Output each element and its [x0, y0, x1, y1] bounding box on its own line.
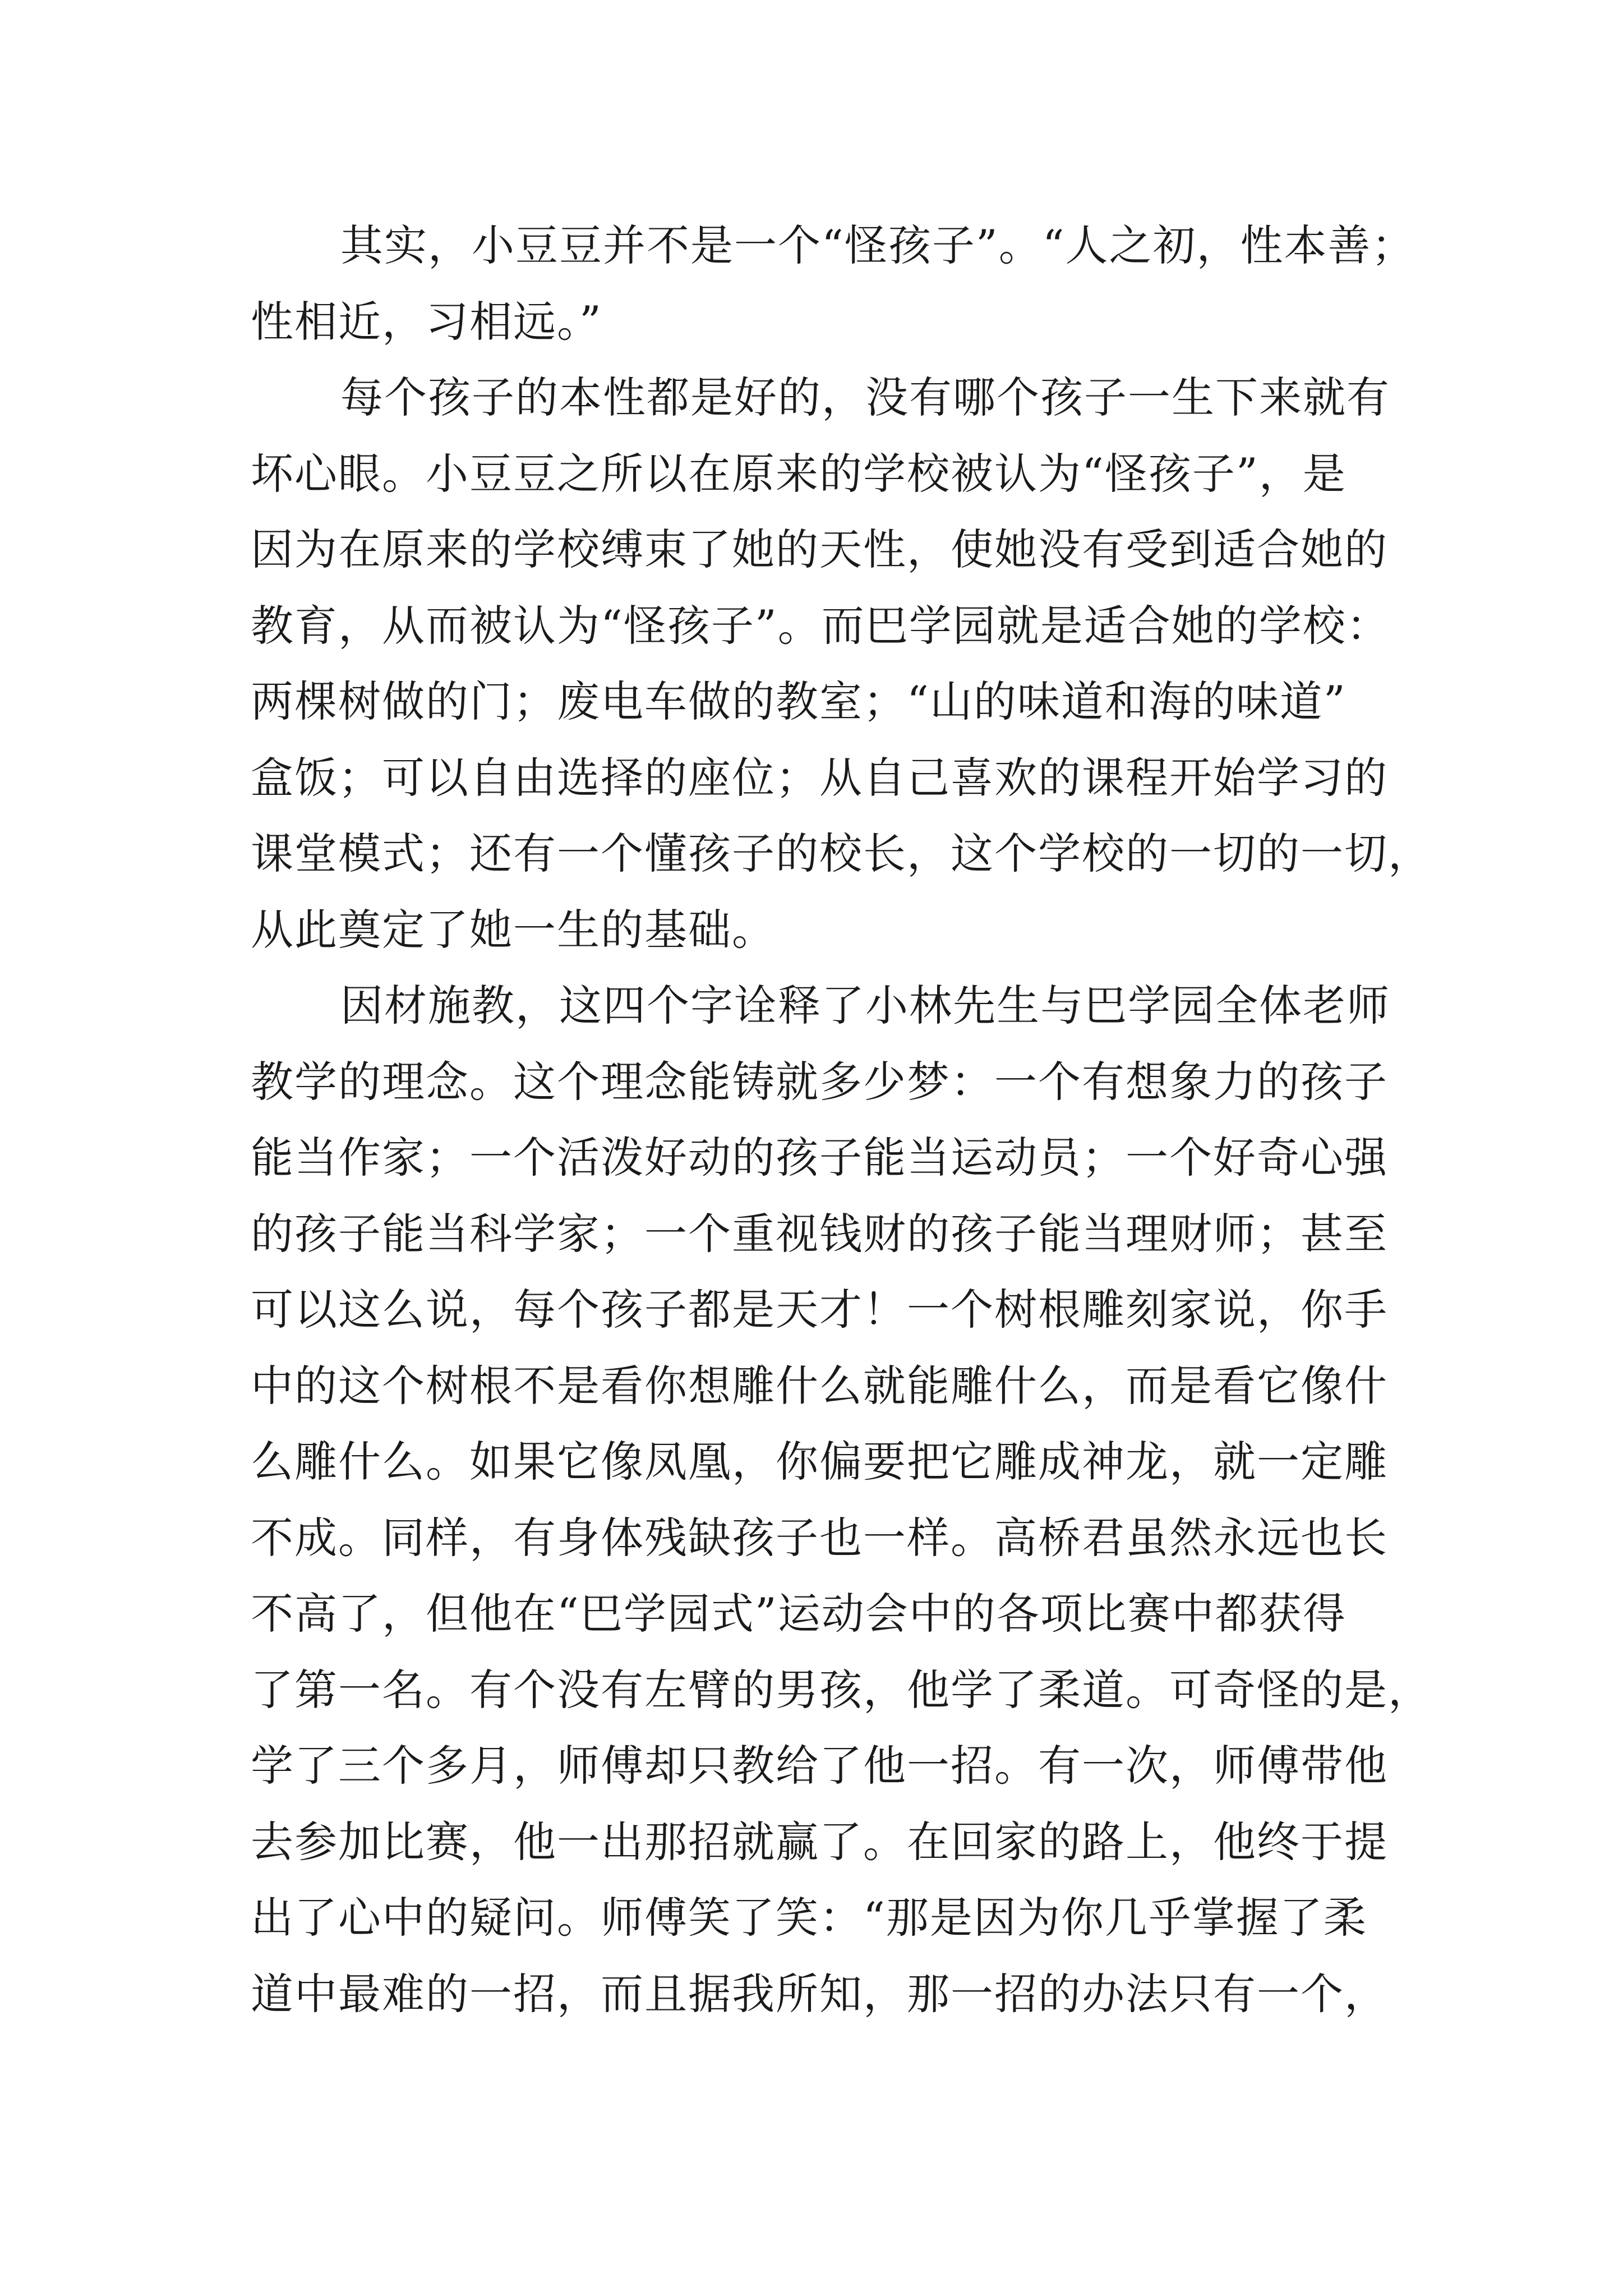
- text-line: 么雕什么。如果它像凤凰，你偏要把它雕成神龙，就一定雕: [251, 1437, 1388, 1487]
- text-line: 教育，从而被认为“怪孩子”。而巴学园就是适合她的学校：: [251, 600, 1390, 651]
- text-line: 了第一名。有个没有左臂的男孩，他学了柔道。可奇怪的是，: [251, 1664, 1432, 1715]
- paragraph-2: [251, 360, 1434, 968]
- text-line: 因为在原来的学校缚束了她的天性，使她没有受到适合她的: [251, 524, 1388, 574]
- text-line: 因材施教，这四个字诠释了小林先生与巴学园全体老师: [340, 981, 1390, 1030]
- text-line: 的孩子能当科学家；一个重视钱财的孩子能当理财师；甚至: [251, 1208, 1388, 1259]
- text-line: 两棵树做的门；废电车做的教室；“山的味道和海的味道”: [251, 677, 1347, 726]
- text-line: 坏心眼。小豆豆之所以在原来的学校被认为“怪孩子”，是: [251, 448, 1347, 499]
- text-line: 学了三个多月，师傅却只教给了他一招。有一次，师傅带他: [251, 1741, 1388, 1791]
- text-line: 性相近，习相远。”: [251, 296, 602, 347]
- text-line: 道中最难的一招，而且据我所知，那一招的办法只有一个，: [251, 1968, 1388, 2019]
- text-line: 不高了，但他在“巴学园式”运动会中的各项比赛中都获得: [251, 1589, 1347, 1639]
- text-line: 可以这么说，每个孩子都是天才！一个树根雕刻家说，你手: [251, 1285, 1388, 1335]
- text-line: 其实，小豆豆并不是一个“怪孩子”。“人之初，性本善；: [340, 220, 1415, 270]
- paragraph-1: [251, 208, 1434, 360]
- text-line: 能当作家；一个活泼好动的孩子能当运动员；一个好奇心强: [251, 1133, 1388, 1182]
- text-line: 中的这个树根不是看你想雕什么就能雕什么，而是看它像什: [251, 1360, 1388, 1411]
- text-line: 去参加比赛，他一出那招就赢了。在回家的路上，他终于提: [251, 1816, 1388, 1867]
- body-text: [251, 208, 1434, 2032]
- text-line: 出了心中的疑问。师傅笑了笑：“那是因为你几乎掌握了柔: [251, 1893, 1367, 1943]
- text-line: 从此奠定了她一生的基础。: [251, 904, 776, 955]
- paragraph-3: [251, 968, 1434, 2032]
- text-line: 每个孩子的本性都是好的，没有哪个孩子一生下来就有: [340, 372, 1390, 422]
- text-line: 教学的理念。这个理念能铸就多少梦：一个有想象力的孩子: [251, 1056, 1388, 1107]
- text-line: 课堂模式；还有一个懂孩子的校长，这个学校的一切的一切，: [251, 829, 1432, 878]
- text-line: 盒饭；可以自由选择的座位；从自己喜欢的课程开始学习的: [251, 752, 1388, 803]
- text-line: 不成。同样，有身体残缺孩子也一样。高桥君虽然永远也长: [251, 1512, 1388, 1563]
